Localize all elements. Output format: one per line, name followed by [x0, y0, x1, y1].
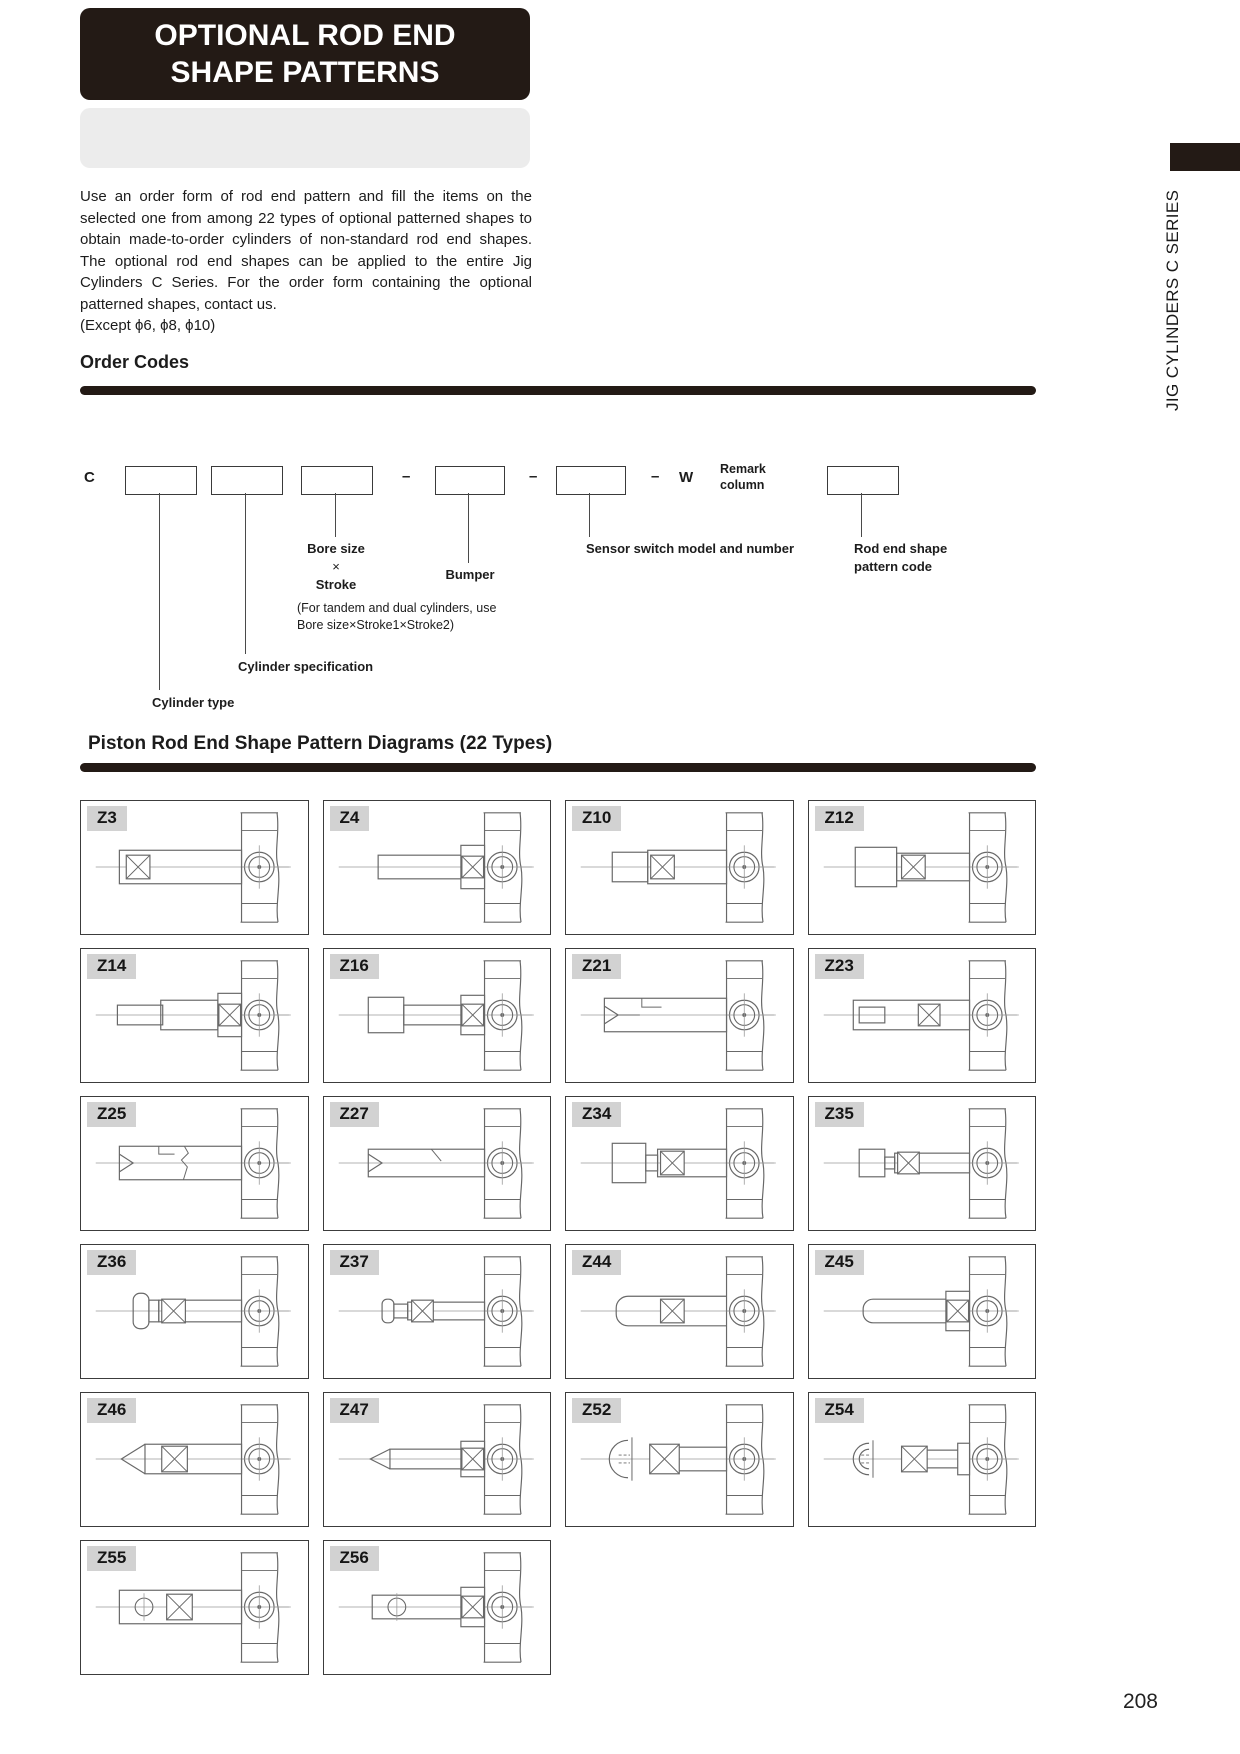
- order-code-suffix: W: [679, 469, 694, 486]
- section-bar: [80, 386, 1036, 395]
- pattern-code-label: Z55: [87, 1546, 136, 1571]
- rod-end-shape-label: Rod end shape pattern code: [854, 541, 948, 574]
- pattern-code-label: Z34: [572, 1102, 621, 1127]
- pattern-cell-z36: [80, 1244, 309, 1379]
- pattern-code-label: Z3: [87, 806, 127, 831]
- pattern-cell-z37: [323, 1244, 552, 1379]
- order-code-box-spec: [211, 466, 283, 495]
- pattern-code-label: Z23: [815, 954, 864, 979]
- order-code-prefix: C: [84, 469, 95, 486]
- remark-column-label: Remark column: [720, 462, 766, 492]
- order-code-box-bore-stroke: [301, 466, 373, 495]
- section-bar-2: [80, 763, 1036, 772]
- page-number: 208: [1122, 1690, 1158, 1713]
- leader-line-sensor: [589, 493, 590, 537]
- pattern-cell-z14: [80, 948, 309, 1083]
- order-code-box-sensor: [556, 466, 626, 495]
- order-code-box-rod-end: [827, 466, 899, 495]
- pattern-cell-z56: [323, 1540, 552, 1675]
- pattern-cell-z16: [323, 948, 552, 1083]
- pattern-cell-z12: [808, 800, 1037, 935]
- bore-stroke-label: Bore size × Stroke: [307, 541, 365, 592]
- except-note: (Except ϕ6, ϕ8, ϕ10): [80, 317, 216, 334]
- leader-line-type: [159, 493, 160, 690]
- pattern-cell-z21: [565, 948, 794, 1083]
- pattern-code-label: Z16: [330, 954, 379, 979]
- pattern-cell-z4: [323, 800, 552, 935]
- pattern-code-label: Z37: [330, 1250, 379, 1275]
- tandem-note: (For tandem and dual cylinders, use Bore size×Stroke1×Stroke2): [297, 601, 497, 632]
- pattern-code-label: Z21: [572, 954, 621, 979]
- pattern-code-label: Z36: [87, 1250, 136, 1275]
- page-title-line2: SHAPE PATTERNS: [170, 56, 440, 89]
- patterns-heading: Piston Rod End Shape Pattern Diagrams (22 Types): [88, 733, 553, 754]
- pattern-cell-z25: [80, 1096, 309, 1231]
- pattern-code-label: Z27: [330, 1102, 379, 1127]
- bumper-label: Bumper: [445, 567, 495, 582]
- pattern-code-label: Z46: [87, 1398, 136, 1423]
- order-code-box-type: [125, 466, 197, 495]
- pattern-cell-z52: [565, 1392, 794, 1527]
- pattern-cell-z46: [80, 1392, 309, 1527]
- side-tab: [1170, 143, 1240, 171]
- leader-line-spec: [245, 493, 246, 654]
- pattern-grid: [80, 800, 1036, 1675]
- pattern-code-label: Z56: [330, 1546, 379, 1571]
- page-title-line1: OPTIONAL ROD END: [154, 19, 456, 52]
- leader-line-bumper: [468, 493, 469, 563]
- cylinder-type-label: Cylinder type: [152, 695, 235, 710]
- pattern-cell-z44: [565, 1244, 794, 1379]
- intro-paragraph: Use an order form of rod end pattern and fill the items on the selected one from among 22 types of optional patterned shapes to obtain made-to-order cylinders of non-standard rod end shapes. The optional rod end shapes can be applied to the entire Jig Cylinders C Series. For the order form containing the optional patterned shapes, contact us.: [80, 188, 532, 313]
- pattern-code-label: Z14: [87, 954, 136, 979]
- order-code-dash3: –: [651, 468, 660, 485]
- pattern-cell-z23: [808, 948, 1037, 1083]
- page-title: [80, 8, 530, 100]
- pattern-code-label: Z12: [815, 806, 864, 831]
- pattern-code-label: Z52: [572, 1398, 621, 1423]
- pattern-code-label: Z44: [572, 1250, 621, 1275]
- order-code-dash1: –: [402, 468, 411, 485]
- pattern-cell-z27: [323, 1096, 552, 1231]
- order-code-box-bumper: [435, 466, 505, 495]
- pattern-cell-z10: [565, 800, 794, 935]
- pattern-code-label: Z45: [815, 1250, 864, 1275]
- pattern-cell-z35: [808, 1096, 1037, 1231]
- pattern-code-label: Z35: [815, 1102, 864, 1127]
- pattern-cell-z45: [808, 1244, 1037, 1379]
- pattern-code-label: Z10: [572, 806, 621, 831]
- cylinder-spec-label: Cylinder specification: [238, 659, 374, 674]
- order-codes-heading: Order Codes: [80, 352, 190, 372]
- pattern-code-label: Z4: [330, 806, 370, 831]
- sensor-switch-label: Sensor switch model and number: [586, 541, 795, 556]
- pattern-code-label: Z54: [815, 1398, 864, 1423]
- order-code-dash2: –: [529, 468, 538, 485]
- leader-line-rod-end: [861, 493, 862, 537]
- pattern-cell-z54: [808, 1392, 1037, 1527]
- series-sidebar-label: JIG CYLINDERS C SERIES: [1163, 189, 1182, 411]
- pattern-cell-z55: [80, 1540, 309, 1675]
- pattern-cell-z47: [323, 1392, 552, 1527]
- pattern-code-label: Z25: [87, 1102, 136, 1127]
- leader-line-bore: [335, 493, 336, 537]
- pattern-cell-z3: [80, 800, 309, 935]
- pattern-cell-z34: [565, 1096, 794, 1231]
- pattern-code-label: Z47: [330, 1398, 379, 1423]
- title-subbox: [80, 108, 530, 168]
